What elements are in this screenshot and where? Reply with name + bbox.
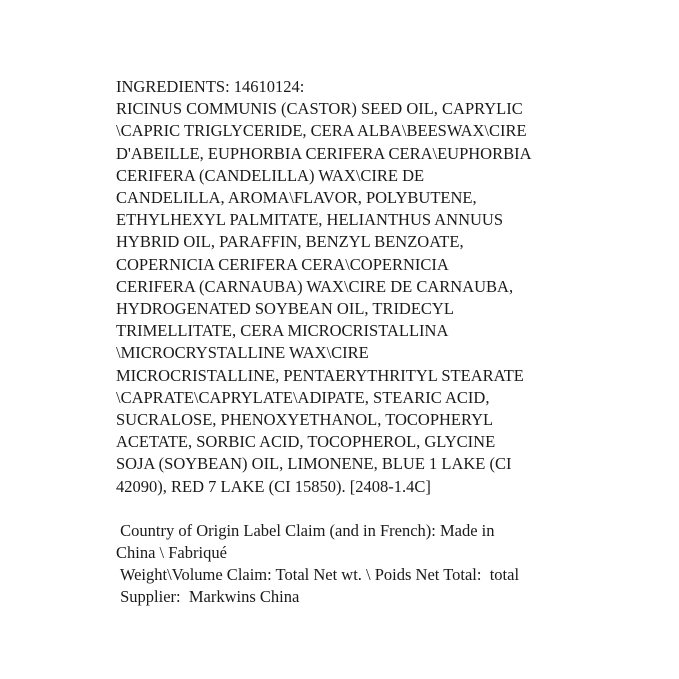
ingredients-line: TRIMELLITATE, CERA MICROCRISTALLINA [116, 321, 449, 341]
ingredients-line: \MICROCRYSTALLINE WAX\CIRE [116, 343, 369, 363]
ingredients-line: ACETATE, SORBIC ACID, TOCOPHEROL, GLYCINE [116, 432, 496, 452]
ingredients-line: CANDELILLA, AROMA\FLAVOR, POLYBUTENE, [116, 188, 477, 208]
ingredients-line: \CAPRATE\CAPRYLATE\ADIPATE, STEARIC ACID, [116, 387, 490, 407]
ingredients-line: MICROCRISTALLINE, PENTAERYTHRITYL STEARATE [116, 365, 524, 385]
ingredients-line: 42090), RED 7 LAKE (CI 15850). [2408-1.4C] [116, 476, 431, 496]
ingredients-document [116, 76, 586, 609]
ingredients-line: COPERNICIA CERIFERA CERA\COPERNICIA [116, 254, 449, 274]
ingredients-line: CERIFERA (CARNAUBA) WAX\CIRE DE CARNAUBA, [116, 276, 514, 296]
ingredients-line: CERIFERA (CANDELILLA) WAX\CIRE DE [116, 165, 425, 185]
ingredients-header: INGREDIENTS: 14610124: [116, 77, 305, 96]
origin-claim-line: Country of Origin Label Claim (and in French): Made in [116, 520, 495, 540]
ingredients-line: \CAPRIC TRIGLYCERIDE, CERA ALBA\BEESWAX\CIRE [116, 121, 527, 141]
ingredients-line: SUCRALOSE, PHENOXYETHANOL, TOCOPHERYL [116, 410, 494, 430]
ingredients-line: HYDROGENATED SOYBEAN OIL, TRIDECYL [116, 299, 454, 319]
ingredients-line: RICINUS COMMUNIS (CASTOR) SEED OIL, CAPRYLIC [116, 99, 523, 119]
origin-claim-line: China \ Fabriqué [116, 543, 227, 563]
ingredients-line: HYBRID OIL, PARAFFIN, BENZYL BENZOATE, [116, 232, 464, 252]
ingredients-line: ETHYLHEXYL PALMITATE, HELIANTHUS ANNUUS [116, 210, 504, 230]
section-spacer [116, 498, 586, 520]
ingredients-line: D'ABEILLE, EUPHORBIA CERIFERA CERA\EUPHORBIA [116, 143, 532, 163]
supplier-line: Supplier: Markwins China [116, 587, 300, 607]
ingredients-line: SOJA (SOYBEAN) OIL, LIMONENE, BLUE 1 LAKE (CI [116, 454, 512, 474]
weight-claim-line: Weight\Volume Claim: Total Net wt. \ Poids Net Total: total [116, 565, 520, 585]
